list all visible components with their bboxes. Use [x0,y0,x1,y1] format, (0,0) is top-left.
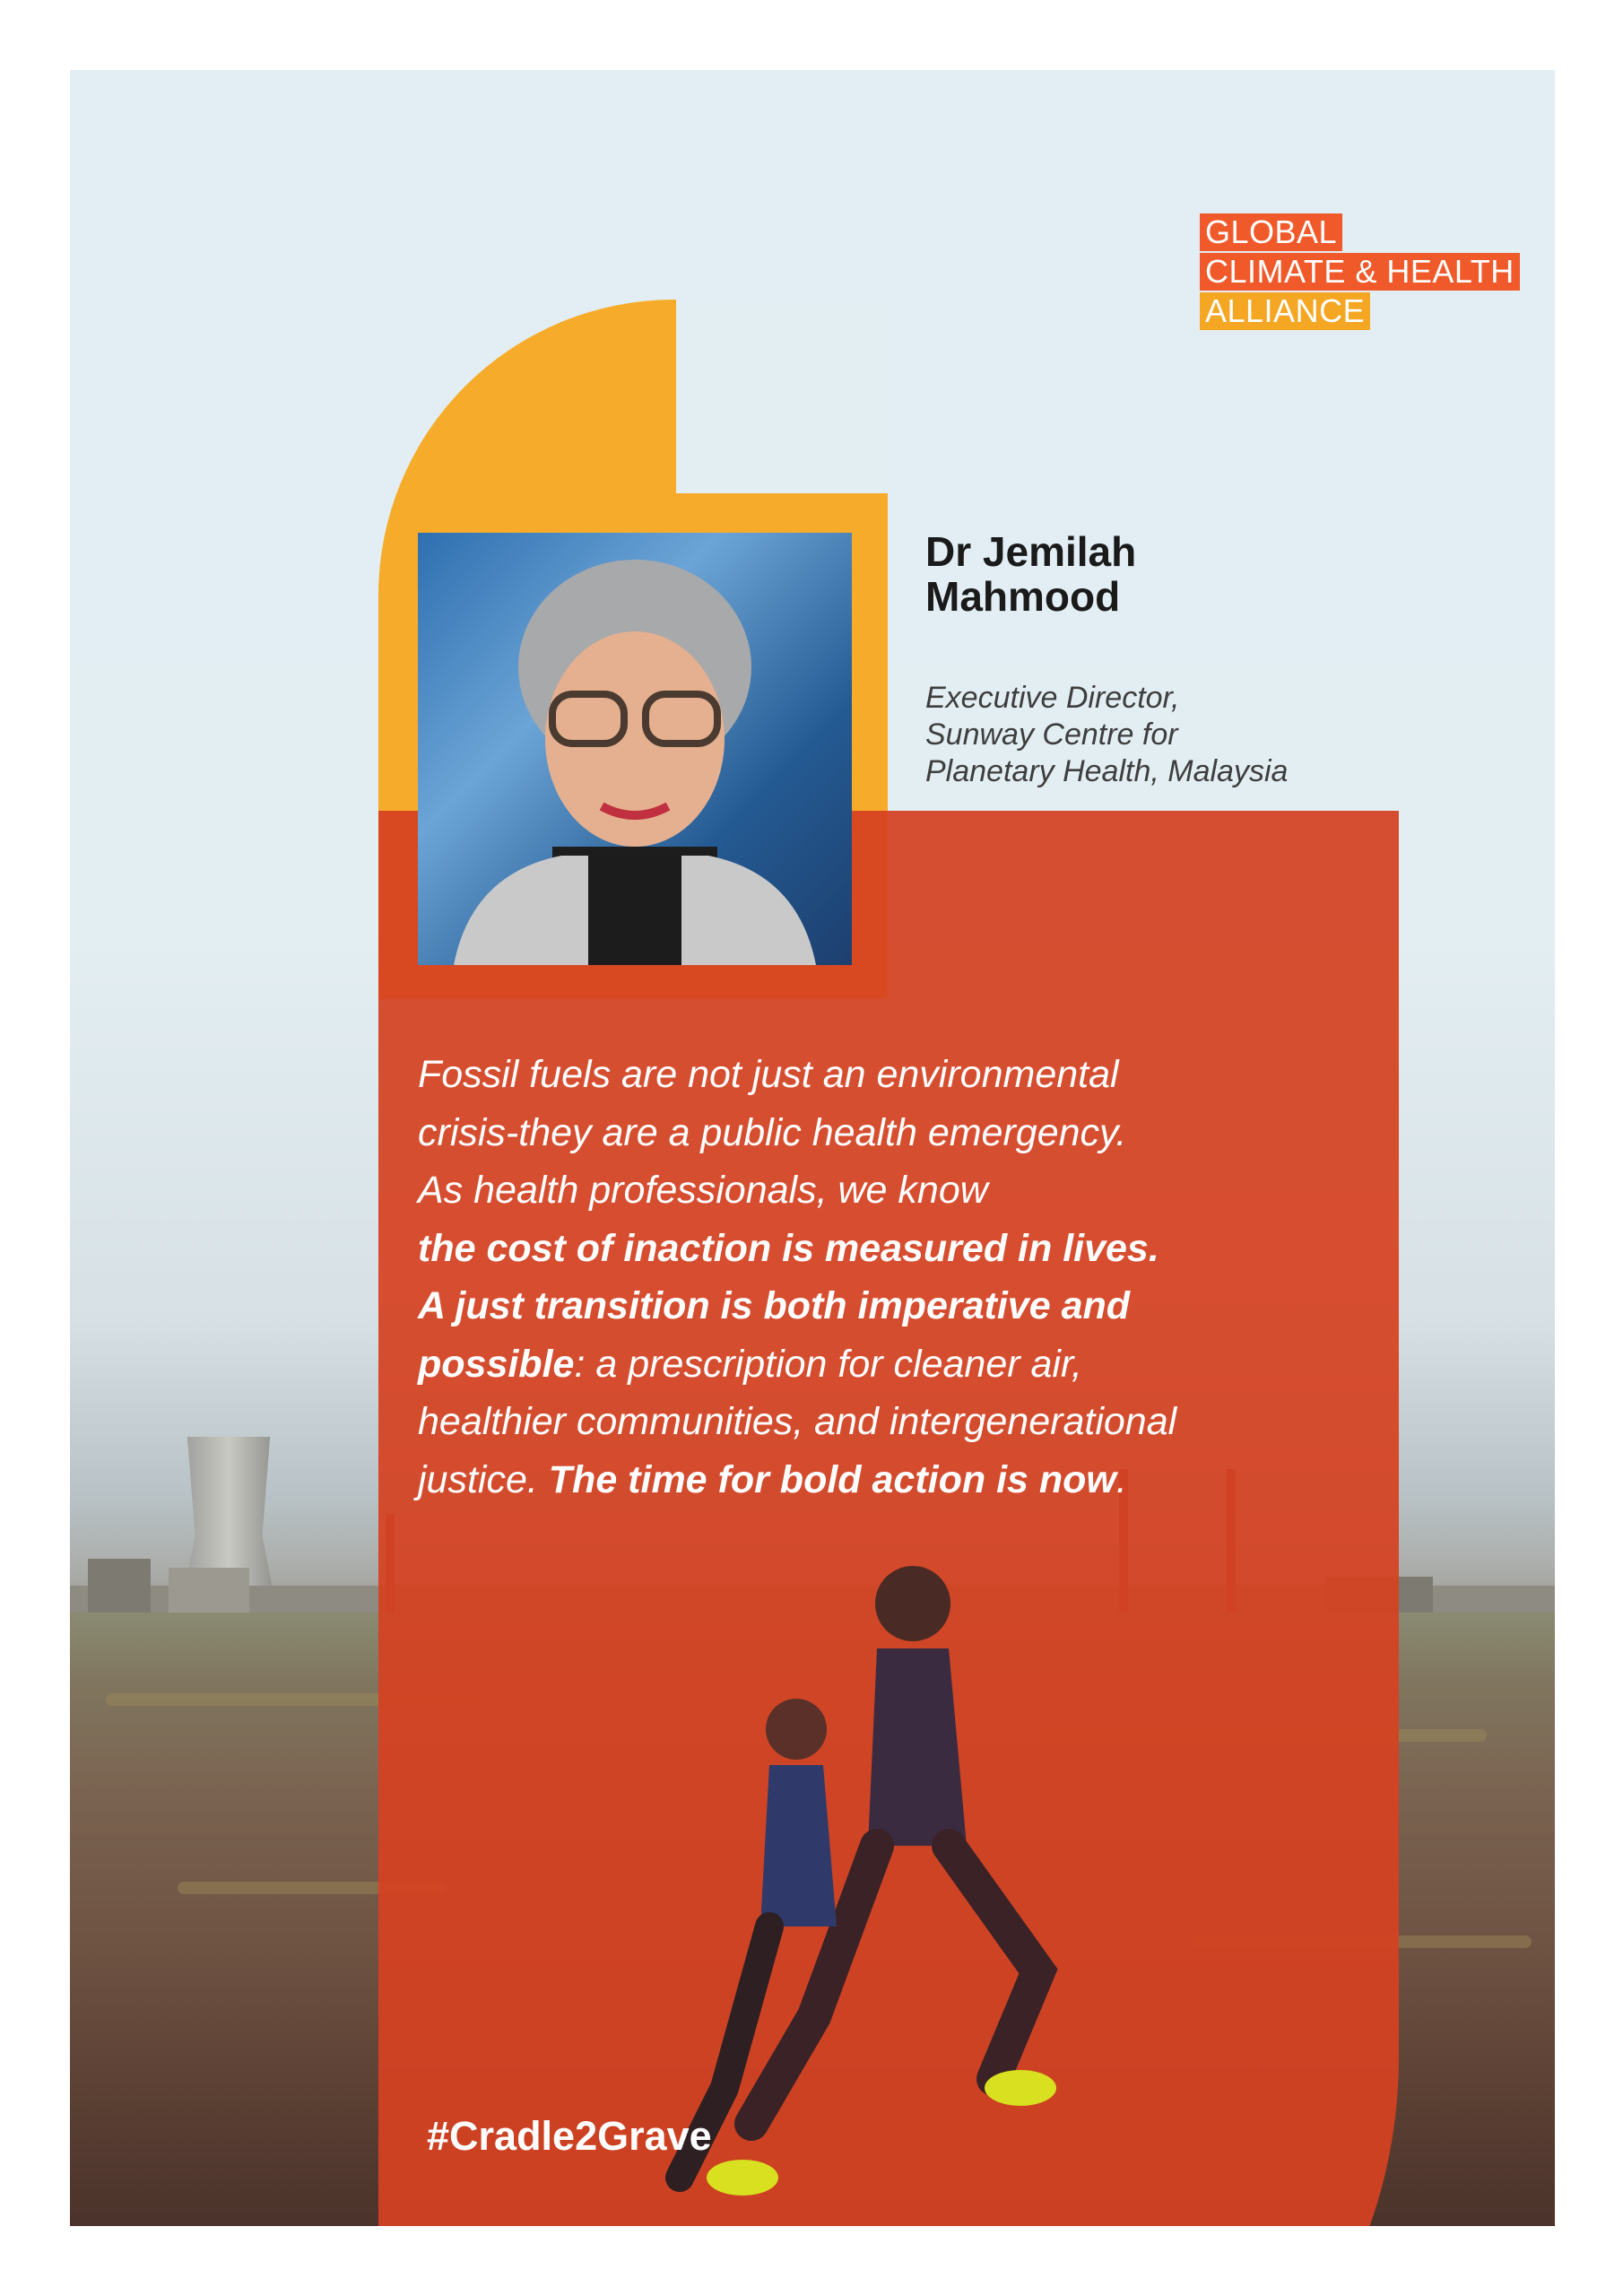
quote-line: As health professionals, we know [418,1169,988,1212]
person-title [925,680,1463,790]
quote-line [418,1451,1368,1509]
quote-bold-text: The time for bold action is now [548,1457,1116,1501]
logo-line-climate-health: CLIMATE & HEALTH [1200,253,1520,291]
quote-bold-text: A just transition is both imperative and [418,1284,1131,1327]
yellow-notch [676,300,888,493]
logo-line-alliance: ALLIANCE [1200,292,1370,330]
quote-line [418,1335,1368,1394]
title-line-1: Executive Director, [925,681,1180,715]
runners-illustration [644,1550,1146,2226]
quote-line: Fossil fuels are not just an environmental [418,1053,1119,1096]
title-line-2: Sunway Centre for [925,718,1178,752]
quote-text [418,1046,1368,1509]
person-name [925,529,1248,619]
building [169,1568,249,1613]
quote-text-segment: : a prescription for cleaner air, [574,1342,1082,1386]
quote-line: healthier communities, and intergenerational [418,1400,1177,1443]
portrait-illustration [418,533,852,965]
hashtag: #Cradle2Grave [427,2113,712,2159]
gcha-logo [1200,213,1520,332]
portrait-photo [418,533,852,965]
building [88,1559,151,1613]
quote-line-bold [418,1220,1368,1278]
quote-bold-text: the cost of inaction is measured in lives. [418,1226,1159,1270]
poster [70,70,1555,2226]
quote-line-bold [418,1277,1368,1335]
logo-line-global: GLOBAL [1200,213,1342,251]
quote-text-segment: . [1115,1457,1127,1501]
name-line-2: Mahmood [925,573,1121,620]
name-line-1: Dr Jemilah [925,528,1137,575]
quote-bold-text: possible [418,1342,575,1386]
quote-line: crisis-they are a public health emergency. [418,1110,1127,1154]
title-line-3: Planetary Health, Malaysia [925,754,1289,788]
quote-text-segment: justice. [418,1457,549,1501]
